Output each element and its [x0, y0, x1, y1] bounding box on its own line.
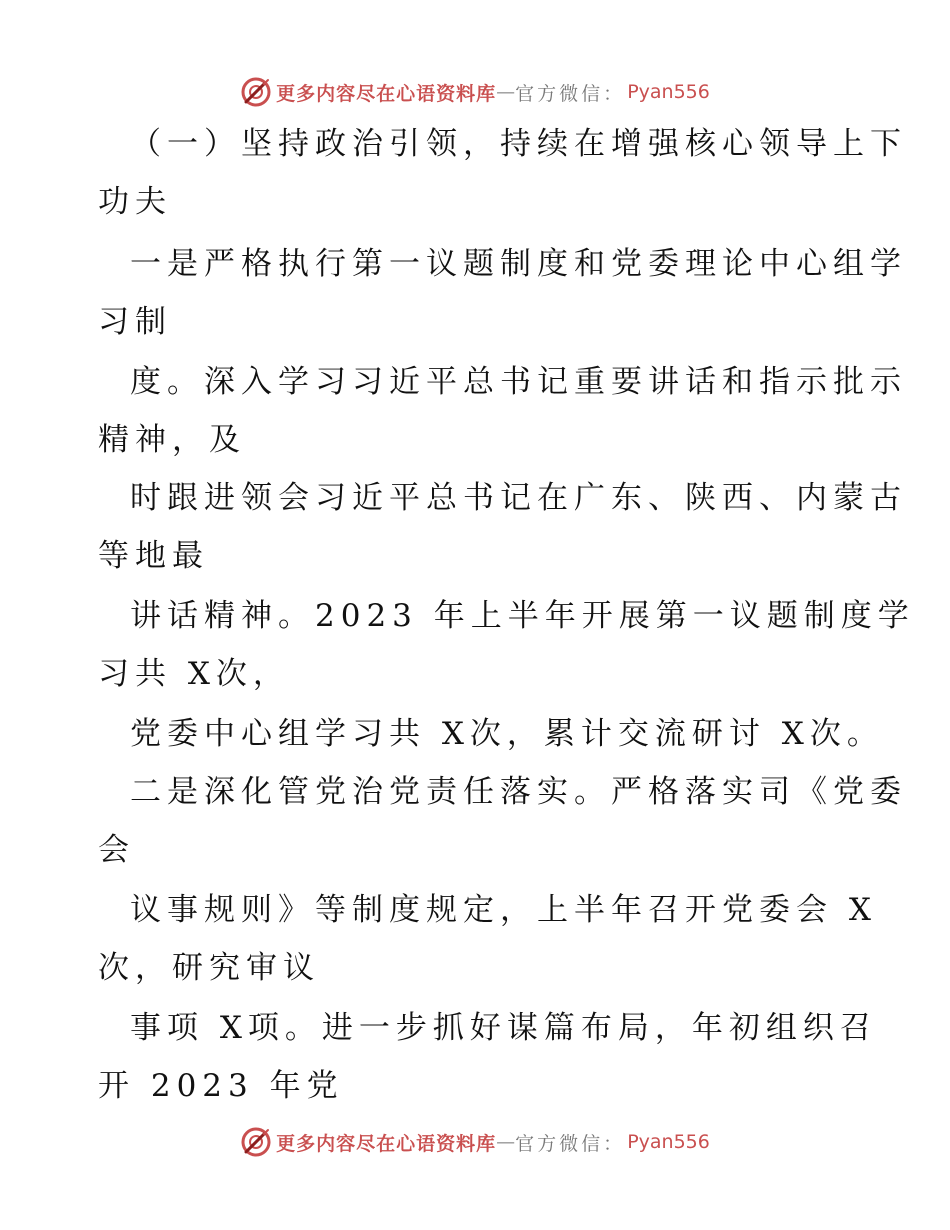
header-watermark	[0, 72, 950, 112]
brand-logo-icon	[240, 76, 272, 108]
watermark-sub-text: 官方微信：	[515, 82, 626, 105]
watermark-main-text: 更多内容尽在心语资料库	[276, 1132, 497, 1155]
paragraph-line: 等地最	[98, 538, 209, 574]
watermark-wechat-id: Pyan556	[627, 81, 710, 103]
paragraph-line: 一是严格执行第一议题制度和党委理论中心组学	[130, 246, 907, 282]
brand-logo-icon	[240, 1126, 272, 1158]
paragraph-line: 度。深入学习习近平总书记重要讲话和指示批示	[130, 364, 907, 400]
watermark-main-text: 更多内容尽在心语资料库	[276, 82, 497, 105]
paragraph-line: （一）坚持政治引领，持续在增强核心领导上下	[130, 126, 907, 162]
paragraph-line: 议事规则》等制度规定，上半年召开党委会 X	[130, 892, 877, 928]
paragraph-line: 习制	[98, 304, 172, 340]
paragraph-line: 功夫	[98, 184, 172, 220]
paragraph-line: 讲话精神。2023 年上半年开展第一议题制度学	[130, 598, 915, 634]
paragraph-line: 事项 X项。进一步抓好谋篇布局，年初组织召	[130, 1010, 877, 1046]
paragraph-line: 次，研究审议	[98, 950, 320, 986]
paragraph-line: 时跟进领会习近平总书记在广东、陕西、内蒙古	[130, 480, 907, 516]
watermark-wechat-id: Pyan556	[627, 1131, 710, 1153]
paragraph-line: 党委中心组学习共 X次，累计交流研讨 X次。	[130, 716, 884, 752]
footer-watermark	[0, 1122, 950, 1162]
paragraph-line: 开 2023 年党	[98, 1068, 344, 1104]
paragraph-line: 二是深化管党治党责任落实。严格落实司《党委	[130, 774, 907, 810]
paragraph-line: 习共 X次，	[98, 656, 290, 692]
paragraph-line: 会	[98, 832, 135, 868]
watermark-separator: —	[496, 1131, 516, 1153]
paragraph-line: 精神，及	[98, 422, 246, 458]
watermark-separator: —	[496, 81, 516, 103]
watermark-sub-text: 官方微信：	[515, 1132, 626, 1155]
